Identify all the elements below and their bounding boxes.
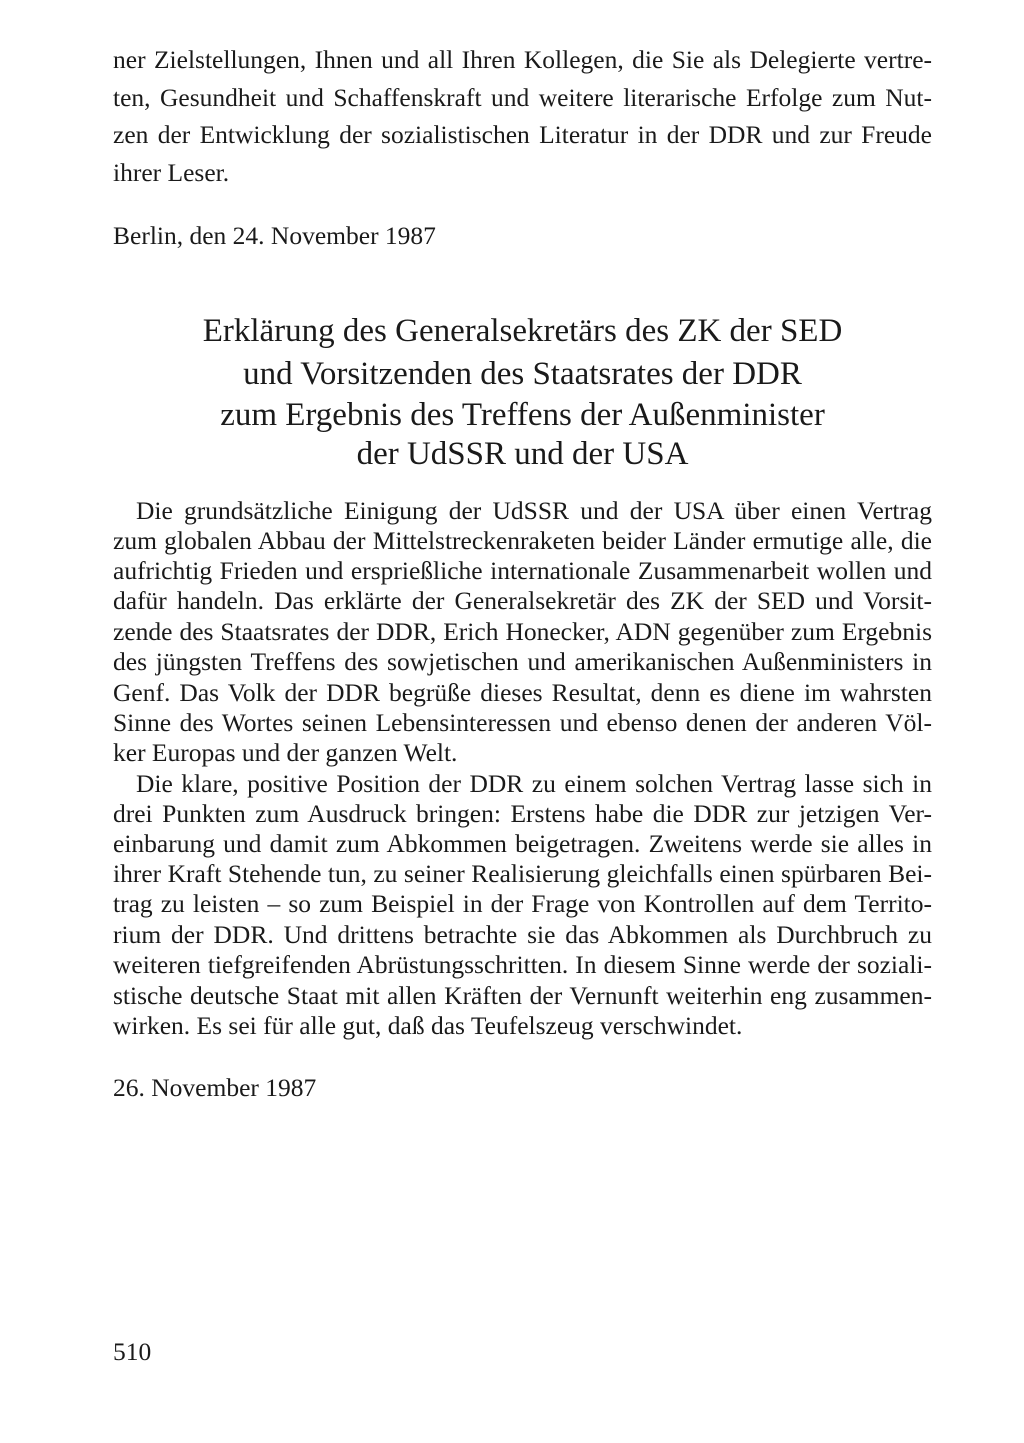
- paragraph-1-line-8: Sinne des Wortes seinen Lebensinteressen und ebenso denen der anderen Völ-: [113, 708, 932, 737]
- heading-line-4: der UdSSR und der USA: [356, 436, 689, 472]
- heading-line-1: Erklärung des Generalsekretärs des ZK der SED: [202, 313, 843, 349]
- paragraph-2-line-3: einbarung und damit zum Abkommen beigetragen. Zweitens werde sie alles in: [113, 829, 932, 858]
- top-paragraph-line-2: ten, Gesundheit und Schaffenskraft und weitere literarische Erfolge zum Nut-: [113, 83, 932, 112]
- paragraph-2-line-9: wirken. Es sei für alle gut, daß das Teufelszeug verschwindet.: [113, 1011, 743, 1040]
- paragraph-2-line-6: rium der DDR. Und drittens betrachte sie das Abkommen als Durchbruch zu: [113, 920, 932, 949]
- paragraph-1-line-9: ker Europas und der ganzen Welt.: [113, 738, 458, 767]
- paragraph-1-line-4: dafür handeln. Das erklärte der Generalsekretär des ZK der SED und Vorsit-: [113, 586, 932, 615]
- paragraph-2-line-7: weiteren tiefgreifenden Abrüstungsschritten. In diesem Sinne werde der soziali-: [113, 950, 932, 979]
- heading-line-2: und Vorsitzenden des Staatsrates der DDR: [243, 356, 802, 392]
- letter-date: Berlin, den 24. November 1987: [113, 221, 436, 250]
- paragraph-2-line-1: Die klare, positive Position der DDR zu einem solchen Vertrag lasse sich in: [136, 769, 932, 798]
- paragraph-1-line-7: Genf. Das Volk der DDR begrüße dieses Resultat, denn es diene im wahrsten: [113, 678, 932, 707]
- top-paragraph-line-3: zen der Entwicklung der sozialistischen Literatur in der DDR und zur Freude: [113, 120, 932, 149]
- paragraph-1-line-5: zende des Staatsrates der DDR, Erich Honecker, ADN gegenüber zum Ergebnis: [113, 617, 932, 646]
- closing-date: 26. November 1987: [113, 1073, 317, 1102]
- paragraph-1-line-2: zum globalen Abbau der Mittelstreckenraketen beider Länder ermutige alle, die: [113, 526, 932, 555]
- page-number: 510: [113, 1337, 152, 1366]
- heading-line-3: zum Ergebnis des Treffens der Außenminister: [220, 397, 825, 433]
- paragraph-2-line-4: ihrer Kraft Stehende tun, zu seiner Realisierung gleichfalls einen spürbaren Bei-: [113, 859, 932, 888]
- paragraph-2-line-2: drei Punkten zum Ausdruck bringen: Erstens habe die DDR zur jetzigen Ver-: [113, 799, 932, 828]
- paragraph-2-line-8: stische deutsche Staat mit allen Kräften der Vernunft weiterhin eng zusammen-: [113, 981, 932, 1010]
- paragraph-1-line-1: Die grundsätzliche Einigung der UdSSR und der USA über einen Vertrag: [136, 496, 932, 525]
- paragraph-2-line-5: trag zu leisten – so zum Beispiel in der Frage von Kontrollen auf dem Territo-: [113, 889, 932, 918]
- top-paragraph-line-1: ner Zielstellungen, Ihnen und all Ihren Kollegen, die Sie als Delegierte vertre-: [113, 45, 932, 74]
- paragraph-1-line-6: des jüngsten Treffens des sowjetischen und amerikanischen Außenministers in: [113, 647, 932, 676]
- paragraph-1-line-3: aufrichtig Frieden und ersprießliche internationale Zusammenarbeit wollen und: [113, 556, 932, 585]
- top-paragraph-line-4: ihrer Leser.: [113, 158, 230, 187]
